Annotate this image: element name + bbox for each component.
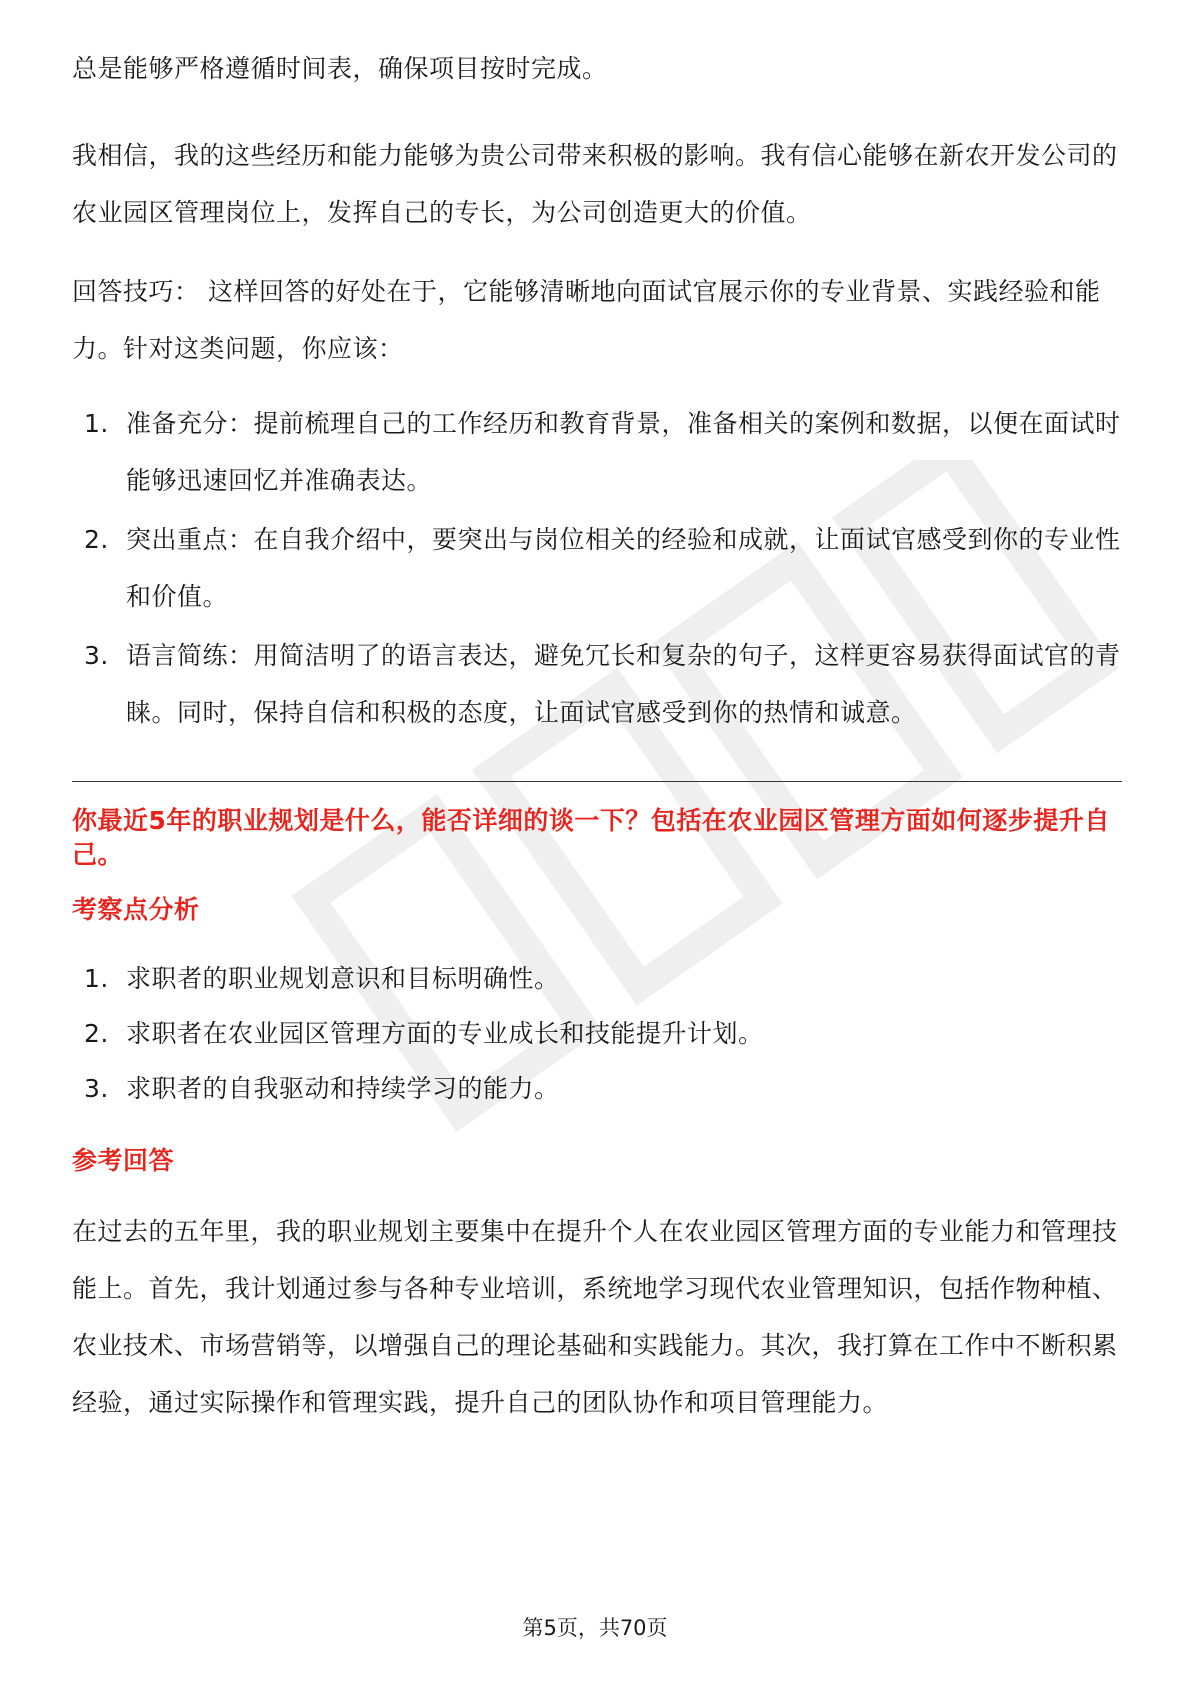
intro-paragraph: 我相信，我的这些经历和能力能够为贵公司带来积极的影响。我有信心能够在新农开发公司的农业园区管理岗位上，发挥自己的专长，为公司创造更大的价值。 [72,141,1118,227]
section-divider [72,781,1122,782]
list-text: 求职者的职业规划意识和目标明确性。 [126,964,560,993]
list-item [72,511,1122,625]
page-number: 第5页，共70页 [522,1616,668,1640]
list-text: 语言简练：用简洁明了的语言表达，避免冗长和复杂的句子，这样更容易获得面试官的青睐。同时，保持自信和积极的态度，让面试官感受到你的热情和诚意。 [126,641,1121,727]
list-item [72,1007,1122,1060]
list-item [72,395,1122,509]
list-item [72,1062,1122,1115]
list-text: 准备充分：提前梳理自己的工作经历和教育背景，准备相关的案例和数据，以便在面试时能够迅速回忆并准确表达。 [126,409,1121,495]
answer-paragraph: 在过去的五年里，我的职业规划主要集中在提升个人在农业园区管理方面的专业能力和管理技能上。首先，我计划通过参与各种专业培训，系统地学习现代农业管理知识，包括作物种植、农业技术、市场营销等，以增强自己的理论基础和实践能力。其次，我打算在工作中不断积累经验，通过实际操作和管理实践，提升自己的团队协作和项目管理能力。 [72,1217,1118,1417]
analysis-heading: 考察点分析 [72,895,200,924]
list-item [72,627,1122,741]
list-text: 求职者在农业园区管理方面的专业成长和技能提升计划。 [126,1019,764,1048]
list-number: 1. [84,964,109,993]
list-number: 2. [84,525,109,554]
list-text: 求职者的自我驱动和持续学习的能力。 [126,1074,560,1103]
list-item [72,952,1122,1005]
list-text: 突出重点：在自我介绍中，要突出与岗位相关的经验和成就，让面试官感受到你的专业性和价值。 [126,525,1121,611]
tips-list [72,395,1122,741]
question-title: 你最近5年的职业规划是什么，能否详细的谈一下？包括在农业园区管理方面如何逐步提升自己。 [72,806,1110,869]
list-number: 3. [84,1074,109,1103]
list-number: 2. [84,1019,109,1048]
document-page [72,40,1122,1453]
answer-tips: 回答技巧： 这样回答的好处在于，它能够清晰地向面试官展示你的专业背景、实践经验和能力。针对这类问题，你应该： [72,277,1101,363]
answer-heading: 参考回答 [72,1146,175,1175]
list-number: 1. [84,409,109,438]
analysis-list [72,952,1122,1115]
list-number: 3. [84,641,109,670]
intro-line: 总是能够严格遵循时间表，确保项目按时完成。 [72,54,608,83]
